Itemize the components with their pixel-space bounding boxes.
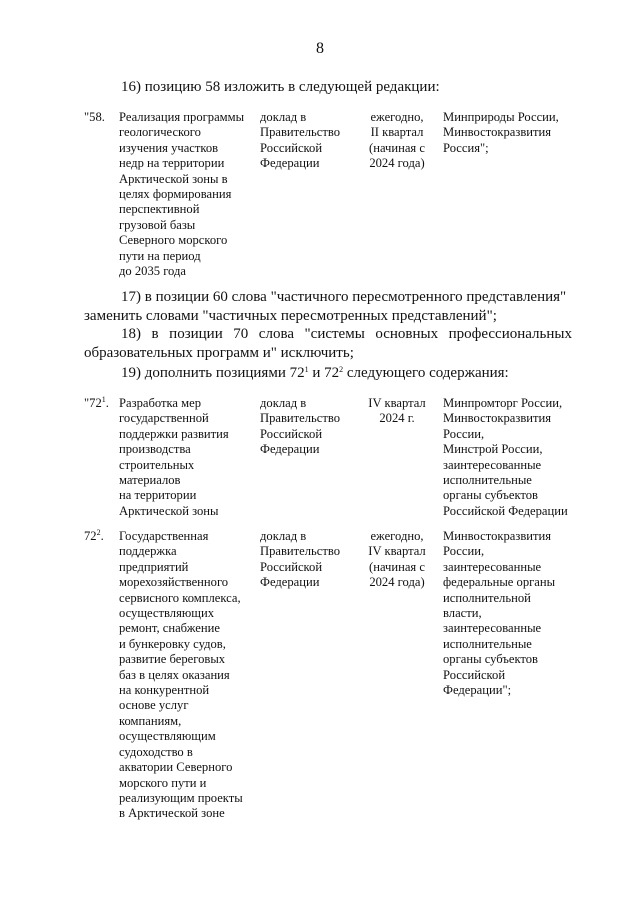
report-type: доклад в Правительство Российской Федерации — [260, 110, 341, 171]
deadline: ежегодно, IV квартал (начиная с 2024 года) — [368, 529, 426, 590]
deadline: ежегодно, II квартал (начиная с 2024 года) — [369, 110, 425, 171]
paragraph-17-line-1: 17) в позиции 60 слова "частичного пересмотренного представления" — [121, 289, 567, 305]
position-number: "$72^1$. — [84, 395, 109, 410]
position-number: "58. — [84, 110, 105, 124]
responsible-bodies: Минприроды России, Минвостокразвития Россия"; — [443, 110, 559, 155]
measure-name: Государственная поддержка предприятий морехозяйственного сервисного комплекса, осуществляющих ремонт, снабжение и бункеровку судов, развитие береговых баз в целях оказания на конкурентной основе услуг компаниям, осуществляющим судоходство в акватории Северного морского пути и реализующим проекты в Арктической зоне — [119, 529, 243, 821]
paragraph-17-line-2: заменить словами "частичных пересмотренных представлений"; — [84, 308, 497, 324]
measure-name: Реализация программы геологического изучения участков недр на территории Арктической зоны в целях формирования перспективной грузовой базы Северного морского пути на период до 2035 года — [119, 110, 245, 279]
measure-name: Разработка мер государственной поддержки развития производства строительных материалов на территории Арктической зоны — [119, 396, 229, 518]
paragraph-19-text-b: и 72 — [308, 365, 340, 381]
deadline: IV квартал 2024 г. — [368, 396, 426, 426]
report-type: доклад в Правительство Российской Федерации — [260, 396, 341, 457]
page-number: 8 — [316, 40, 324, 57]
paragraph-16: 16) позицию 58 изложить в следующей редакции: — [121, 79, 440, 95]
paragraph-18-line-1: 18) в позиции 70 слова "системы основных профессиональных — [121, 326, 572, 342]
responsible-bodies: Минвостокразвития России, заинтересованные федеральные органы исполнительной власти, заинтересованные исполнительные органы субъектов Российской Федерации"; — [443, 529, 556, 698]
superscript: 2 — [339, 365, 344, 374]
report-type: доклад в Правительство Российской Федерации — [260, 529, 341, 590]
paragraph-19-text-a: 19) дополнить позициями 72 — [121, 365, 305, 381]
superscript: 1 — [304, 365, 309, 374]
paragraph-19 — [121, 364, 509, 383]
responsible-bodies: Минпромторг России, Минвостокразвития России, Минстрой России, заинтересованные исполнительные органы субъектов Российской Федерации — [443, 396, 568, 518]
paragraph-19-text-c: следующего содержания: — [343, 365, 509, 381]
paragraph-18-line-2: образовательных программ и" исключить; — [84, 345, 354, 361]
position-number: $72^2$. — [84, 528, 104, 543]
